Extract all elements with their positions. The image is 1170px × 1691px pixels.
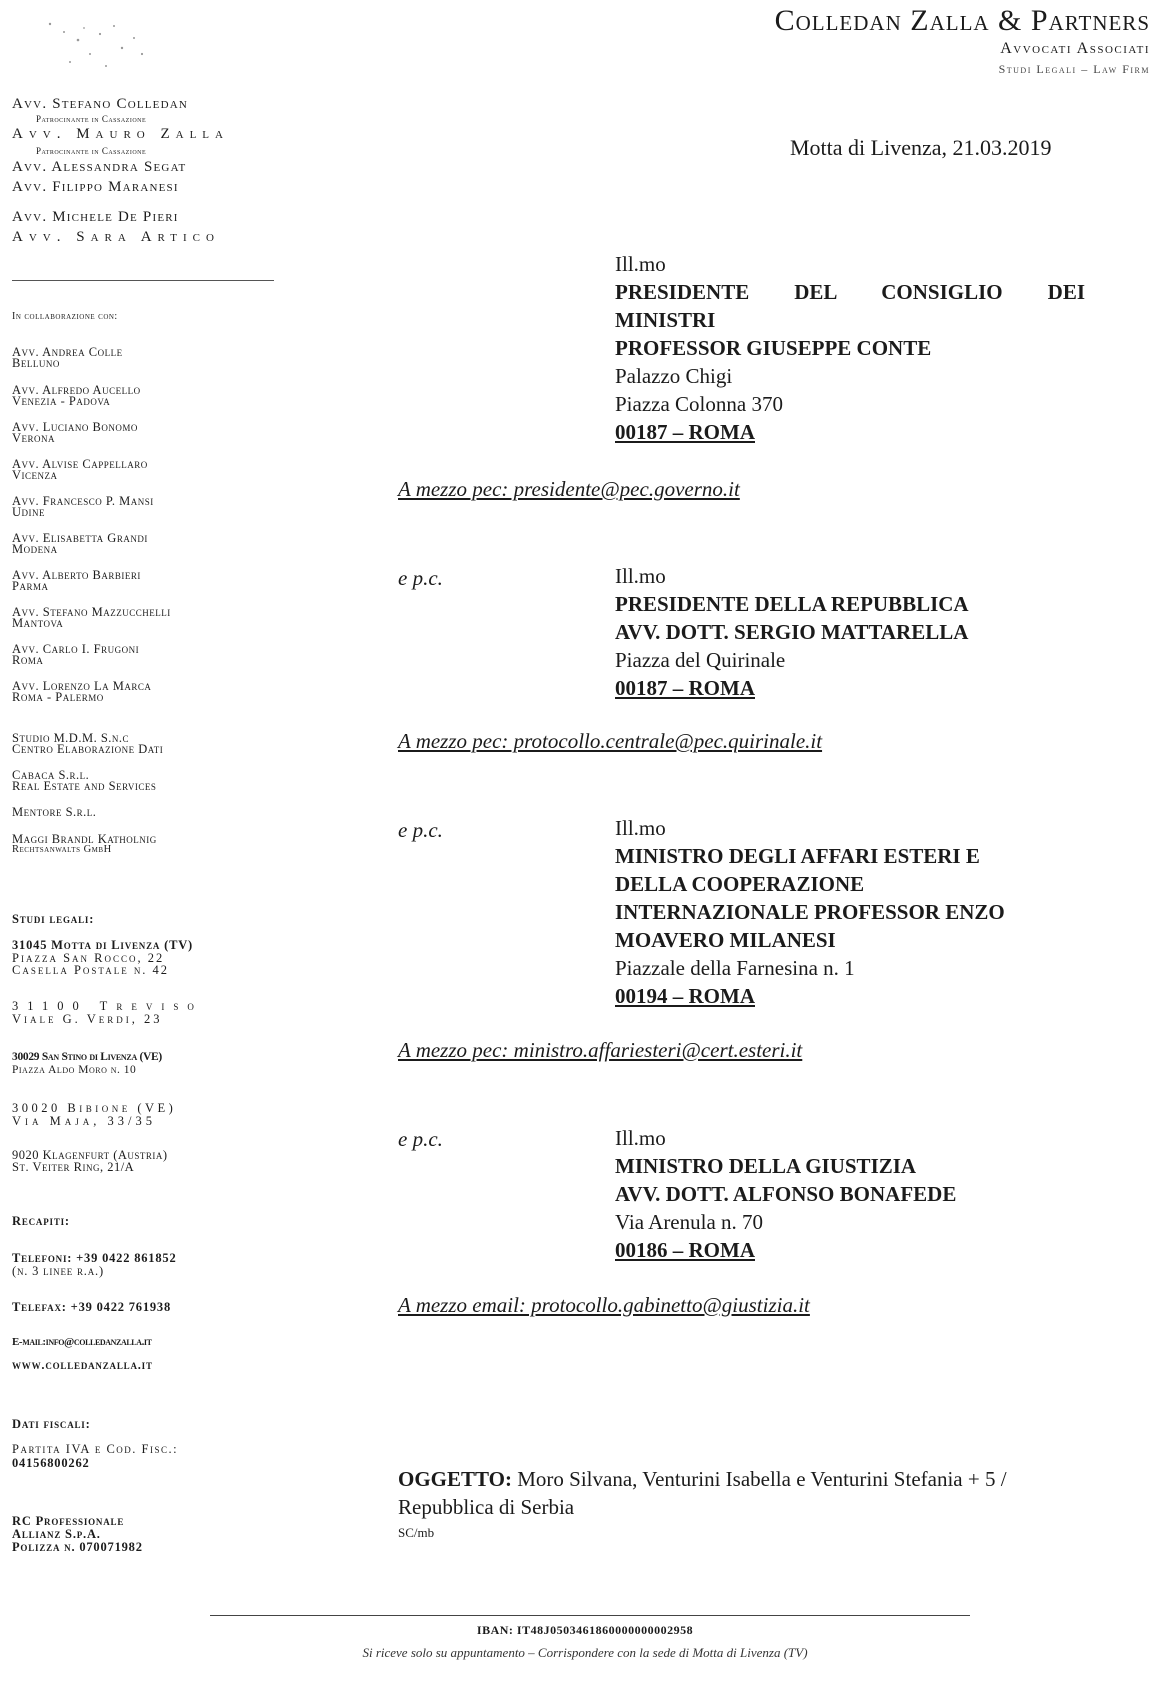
insurance-line: RC Professionale: [12, 1514, 125, 1528]
recipient-title: PRESIDENTE DELLA REPUBBLICA: [615, 592, 969, 616]
recipient-name: AVV. DOTT. ALFONSO BONAFEDE: [615, 1182, 957, 1206]
vat-label: Partita IVA e Cod. Fisc.:: [12, 1442, 179, 1456]
cc-label: e p.c.: [398, 566, 443, 590]
collaborator-city: Venezia - Padova: [12, 394, 111, 408]
partner-note: Patrocinante in Cassazione: [36, 114, 147, 124]
insurance-line: Allianz S.p.A.: [12, 1527, 101, 1541]
recipient-title: PRESIDENTE DEL CONSIGLIO DEI: [615, 280, 1085, 304]
salutation: Ill.mo: [615, 252, 666, 276]
recipient-block: [615, 1124, 1085, 1264]
collaborator-name: Avv. Lorenzo La Marca: [12, 679, 152, 693]
office-line: 30029 San Stino di Livenza (VE): [12, 1051, 162, 1063]
subject: [398, 1465, 1098, 1521]
collaborator-name: Avv. Stefano Mazzucchelli: [12, 605, 171, 619]
recipient-name: MOAVERO MILANESI: [615, 928, 836, 952]
office-line: Viale G. Verdi, 23: [12, 1012, 163, 1026]
partner-name: Avv. Mauro Zalla: [12, 126, 229, 142]
sidebar-divider: [12, 280, 274, 281]
recipient-title: MINISTRO DEGLI AFFARI ESTERI E: [615, 844, 980, 868]
company-sub: Real Estate and Services: [12, 779, 157, 793]
recipient-block: [615, 250, 1085, 446]
partner-name: Avv. Stefano Colledan: [12, 96, 189, 112]
recipient-name: AVV. DOTT. SERGIO MATTARELLA: [615, 620, 969, 644]
footer-note: Si riceve solo su appuntamento – Corrispondere con la sede di Motta di Livenza (TV): [362, 1645, 808, 1660]
cc-label: e p.c.: [398, 818, 443, 842]
address-line: Piazza del Quirinale: [615, 648, 786, 672]
recipient-block: [615, 562, 1085, 702]
cc-label: e p.c.: [398, 1127, 443, 1151]
insurance-line: Polizza n. 070071982: [12, 1540, 143, 1554]
collaborator-city: Modena: [12, 542, 58, 556]
collaborator-city: Roma - Palermo: [12, 690, 104, 704]
salutation: Ill.mo: [615, 1126, 666, 1150]
office-line: Via Maja, 33/35: [12, 1114, 156, 1128]
collaborator-city: Belluno: [12, 356, 60, 370]
pec-address[interactable]: A mezzo pec: protocollo.centrale@pec.quirinale.it: [398, 729, 823, 753]
office-line: 31045 Motta di Livenza (TV): [12, 938, 194, 952]
office-line: Piazza Aldo Moro n. 10: [12, 1064, 137, 1076]
partner-note: Patrocinante in Cassazione: [36, 146, 147, 156]
company-name: Mentore S.r.l.: [12, 805, 97, 819]
partner-name: Avv. Sara Artico: [12, 229, 220, 245]
salutation: Ill.mo: [615, 564, 666, 588]
firm-name: Colledan Zalla & Partners: [774, 4, 1150, 37]
collaborator-city: Mantova: [12, 616, 64, 630]
collaborator-name: Avv. Francesco P. Mansi: [12, 494, 154, 508]
office-line: St. Veiter Ring, 21/A: [12, 1160, 135, 1174]
address-line: Piazzale della Farnesina n. 1: [615, 956, 855, 980]
address-line: Piazza Colonna 370: [615, 392, 783, 416]
collaborator-name: Avv. Elisabetta Grandi: [12, 531, 148, 545]
email-address[interactable]: A mezzo email: protocollo.gabinetto@giustizia.it: [398, 1293, 810, 1317]
collaborator-name: Avv. Andrea Colle: [12, 345, 123, 359]
collaborator-city: Roma: [12, 653, 44, 667]
company-name: Maggi Brandl Katholnig: [12, 832, 157, 846]
collaborator-name: Avv. Alfredo Aucello: [12, 383, 141, 397]
collaborator-name: Avv. Alberto Barbieri: [12, 568, 141, 582]
firm-subtitle-secondary: Studi Legali – Law Firm: [998, 62, 1150, 76]
postal-city: 00187 – ROMA: [615, 676, 755, 700]
collaborator-name: Avv. Luciano Bonomo: [12, 420, 138, 434]
address-line: Via Arenula n. 70: [615, 1210, 764, 1234]
recipient-title: MINISTRI: [615, 308, 716, 332]
collaborator-city: Verona: [12, 431, 56, 445]
email-link[interactable]: E-mail:info@colledanzalla.it: [12, 1336, 152, 1348]
partner-name: Avv. Michele De Pieri: [12, 209, 179, 225]
collaborator-name: Avv. Alvise Cappellaro: [12, 457, 148, 471]
recipient-name: PROFESSOR GIUSEPPE CONTE: [615, 336, 932, 360]
company-sub: Rechtsanwalts GmbH: [12, 844, 112, 855]
footer-divider: [210, 1615, 970, 1616]
office-line: 9020 Klagenfurt (Austria): [12, 1148, 168, 1162]
collaborator-city: Udine: [12, 505, 46, 519]
fiscal-heading: Dati fiscali:: [12, 1417, 91, 1431]
recipient-block: [615, 814, 1085, 1010]
pec-address[interactable]: A mezzo pec: ministro.affariesteri@cert.esteri.it: [398, 1038, 803, 1062]
subject-label: OGGETTO:: [398, 1467, 512, 1491]
subject-text: Moro Silvana, Venturini Isabella e Venturini Stefania + 5 / Repubblica di Serbia: [398, 1467, 1007, 1519]
recipient-title: INTERNAZIONALE PROFESSOR ENZO: [615, 900, 1005, 924]
offices-heading: Studi legali:: [12, 912, 95, 926]
company-name: Cabaca S.r.l.: [12, 768, 90, 782]
pec-address[interactable]: A mezzo pec: presidente@pec.governo.it: [398, 477, 740, 501]
partner-name: Avv. Alessandra Segat: [12, 159, 187, 175]
collaborator-name: Avv. Carlo I. Frugoni: [12, 642, 140, 656]
collaborator-city: Parma: [12, 579, 49, 593]
company-name: Studio M.D.M. S.n.c: [12, 731, 130, 745]
firm-logo-mark: [30, 10, 170, 80]
office-line: 31100 Treviso: [12, 999, 203, 1013]
partner-name: Avv. Filippo Maranesi: [12, 179, 179, 195]
address-line: Palazzo Chigi: [615, 364, 733, 388]
website-link[interactable]: www.colledanzalla.it: [12, 1358, 153, 1372]
firm-subtitle: Avvocati Associati: [1000, 40, 1150, 57]
company-sub: Centro Elaborazione Dati: [12, 742, 164, 756]
postal-city: 00186 – ROMA: [615, 1238, 755, 1262]
office-line: Piazza San Rocco, 22: [12, 951, 165, 965]
collaborator-city: Vicenza: [12, 468, 58, 482]
phone-note: (n. 3 linee r.a.): [12, 1264, 104, 1278]
postal-city: 00187 – ROMA: [615, 420, 755, 444]
office-line: 30020 Bibione (VE): [12, 1101, 177, 1115]
phone: Telefoni: +39 0422 861852: [12, 1251, 177, 1265]
reference-initials: SC/mb: [398, 1525, 435, 1540]
letter-date: Motta di Livenza, 21.03.2019: [790, 135, 1052, 160]
iban: IBAN: IT48J0503461860000000002958: [476, 1623, 694, 1637]
recipient-title: MINISTRO DELLA GIUSTIZIA: [615, 1154, 917, 1178]
vat-number: 04156800262: [12, 1456, 90, 1470]
recipient-title: DELLA COOPERAZIONE: [615, 872, 865, 896]
collab-heading: In collaborazione con:: [12, 311, 118, 322]
postal-city: 00194 – ROMA: [615, 984, 755, 1008]
office-line: Casella Postale n. 42: [12, 963, 170, 977]
fax: Telefax: +39 0422 761938: [12, 1300, 172, 1314]
salutation: Ill.mo: [615, 816, 666, 840]
contacts-heading: Recapiti:: [12, 1214, 70, 1228]
